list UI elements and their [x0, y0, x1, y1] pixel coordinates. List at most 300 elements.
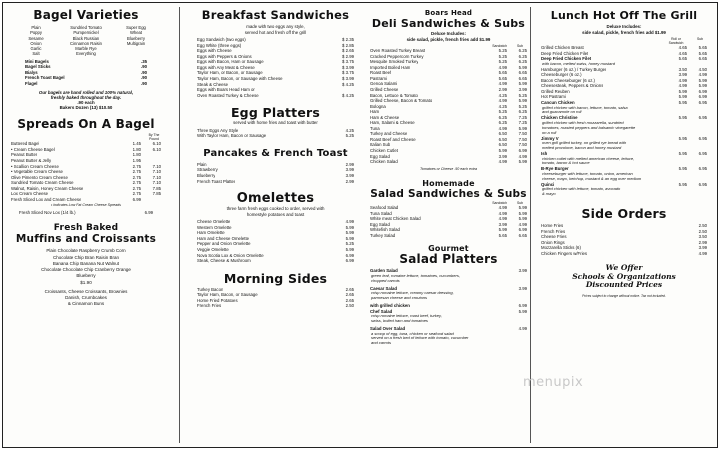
- item-name: Home Fries: [541, 223, 564, 229]
- item-description: parmesan cheese and croutons: [371, 295, 428, 301]
- spreads-note: • Indicates Low Fat Cream Cheese Spreads: [51, 203, 121, 208]
- item-price: 5.95: [678, 151, 687, 156]
- salad-platters-title: Gourmet: [428, 244, 469, 254]
- item-prices: [340, 133, 354, 139]
- item-price: 5.99: [698, 77, 707, 83]
- omelettes-sub: three farm fresh eggs cooked to order, served with: [226, 206, 325, 212]
- offer-text: Schools & Organizations: [572, 271, 676, 281]
- item-description: and carrots: [371, 340, 392, 346]
- item-name: Ham and Cheese Omelette: [197, 235, 250, 241]
- item-price: 7.25: [518, 120, 527, 126]
- item-price: 4.99: [498, 205, 507, 211]
- item-prices: [673, 151, 707, 157]
- muffin-line: Blueberry: [76, 273, 96, 279]
- menu-item: [11, 197, 161, 203]
- item-price: 5.99: [518, 205, 527, 211]
- breakfast-sub: made with two eggs any style,: [246, 24, 305, 29]
- item-name: Hamburger (6 oz.) / Turkey Burger: [541, 66, 607, 72]
- item-name: Pastrami: [370, 75, 387, 81]
- item-name: Imported Boiled Ham: [370, 64, 411, 70]
- item-price: 4.99: [678, 83, 687, 89]
- item-price: 6.95: [698, 181, 707, 187]
- column-divider: [179, 7, 180, 443]
- item-price: .90: [141, 75, 147, 81]
- item-description: grilled chicken with bacon, lettuce, tomato, salsa: [542, 104, 628, 110]
- item-name: Taylor Ham, Bacon, or Sausage with Cheese: [197, 76, 283, 82]
- item-price: 3.99: [518, 285, 527, 291]
- deli-col-sub: Sub: [516, 44, 524, 49]
- bagel-note: .90 each: [77, 99, 95, 105]
- item-price: 2.75: [132, 163, 141, 169]
- item-name: French Toast Platter: [197, 178, 236, 184]
- item-price: 7.50: [518, 131, 527, 137]
- item-name: Ish: [541, 151, 548, 156]
- item-price: 2.99: [498, 87, 507, 93]
- item-price: 4.99: [345, 219, 354, 225]
- item-price: 6.65: [518, 232, 527, 238]
- item-name: Cheesesteak, Peppers & Onions: [541, 83, 604, 89]
- variety: Sesame: [28, 35, 44, 41]
- salad-col-sandwich: Sandwich: [492, 201, 507, 206]
- menu-item: [370, 159, 527, 165]
- item-price: 5.99: [518, 98, 527, 104]
- item-name: Turkey Bacon: [197, 286, 224, 292]
- muffin-line: Chocolate Chip Bran Raisin Bran: [52, 254, 120, 260]
- egg-platters-sub: served with home fries and toast with butter: [233, 120, 318, 126]
- item-price: 3.99: [498, 221, 507, 227]
- item-name: Plain: [197, 161, 207, 167]
- item-price: 6.25: [518, 109, 527, 115]
- variety: Wheat: [129, 30, 143, 36]
- item-price: 4.99: [518, 221, 527, 227]
- item-description: on a roll: [542, 129, 557, 135]
- item-prices: [673, 115, 707, 121]
- item-prices: [493, 159, 527, 165]
- item-price: 6.50: [498, 136, 507, 142]
- item-price: 2.50: [698, 228, 707, 234]
- item-prices: [673, 166, 707, 172]
- deli-col-sandwich: Sandwich: [492, 44, 507, 49]
- item-description: served on a fresh bed of lettuce with tomato, cucumber: [371, 335, 469, 341]
- salad-platters-title: Salad Platters: [399, 252, 498, 267]
- item-price: 4.65: [678, 45, 687, 51]
- item-name: Blueberry: [197, 172, 216, 178]
- muffins-extra: & Cinnamon Buns: [67, 300, 105, 306]
- item-name: Grilled Cheese: [370, 87, 399, 93]
- item-name: Oven Roasted Turkey Breast: [370, 48, 426, 54]
- item-name: Oven Roasted Turkey & Cheese: [197, 92, 259, 98]
- item-price: 5.65: [698, 50, 707, 56]
- item-price: 2.99: [345, 161, 354, 167]
- offer-text: Discounted Prices: [585, 280, 663, 290]
- deli-note: Tomatoes or Cheese .50 each extra: [419, 166, 477, 171]
- item-name: With Taylor Ham, Bacon or Sausage: [197, 133, 267, 139]
- item-price: .90: [141, 69, 147, 75]
- item-name: Grilled Chicken Breast: [541, 45, 584, 51]
- item-name: French Fries: [541, 228, 566, 234]
- item-price: 2.50: [345, 303, 354, 309]
- item-price: 5.95: [678, 135, 687, 141]
- item-name: Three Eggs Any Style: [197, 127, 239, 133]
- item-price: 4.25: [345, 127, 354, 133]
- item-description: oven grill grilled turkey, on grilled rye bread with: [542, 140, 627, 146]
- item-price: 4.99: [698, 250, 707, 256]
- item-price: 6.10: [152, 141, 161, 147]
- item-price: 2.65: [345, 292, 354, 298]
- item-name: Egg Sandwich (two eggs): [197, 37, 246, 43]
- breakfast-title: Breakfast Sandwiches: [201, 8, 350, 22]
- item-name: • Cream Cheese Bagel: [11, 146, 55, 152]
- lunch-sub: Deluxe Includes:: [606, 24, 642, 29]
- item-price: 4.25: [498, 103, 507, 109]
- item-price: 6.50: [498, 142, 507, 148]
- item-prices: [340, 179, 354, 185]
- item-price: [147, 197, 161, 203]
- deli-brand: Boars Head: [424, 9, 473, 17]
- item-name: Cheeseburger (6 oz.): [541, 72, 582, 78]
- column-breakfast: [193, 9, 358, 443]
- item-name: French Fries: [197, 303, 222, 309]
- item-price: 5.99: [518, 125, 527, 131]
- item-name: Tuna Salad: [370, 210, 392, 216]
- item-name: Pepper and Onion Omelette: [197, 241, 251, 247]
- item-name: Chicken Cutlet: [370, 148, 398, 154]
- item-price: 4.99: [518, 325, 527, 331]
- item-name: Chicken Fingers w/Fries: [541, 250, 588, 256]
- item-name: Turkey and Cheese: [370, 131, 408, 137]
- item-price: 5.99: [518, 210, 527, 216]
- column-deli: [366, 9, 531, 443]
- item-price: 5.99: [678, 94, 687, 100]
- item-name: Mini Bagels: [25, 58, 49, 64]
- omelettes-sub: homestyle potatoes and toast: [246, 211, 305, 217]
- item-description: grilled chicken with lettuce, tomato, avocado: [542, 186, 621, 192]
- item-price: 6.95: [698, 135, 707, 141]
- item-price: 4.99: [498, 159, 507, 165]
- spreads-list: [11, 141, 161, 202]
- item-price: 1.45: [132, 141, 141, 147]
- item-price: 3.50: [698, 234, 707, 240]
- item-name: Sundried Tomato Cream Cheese: [11, 180, 74, 186]
- item-name: Eggs with Cheese: [197, 48, 232, 54]
- item-price: 4.99: [698, 72, 707, 78]
- item-name: Nova Scotia Lox & Onion Omelette: [197, 252, 264, 258]
- item-description: melted provolone, bacon and honey mustard: [542, 145, 622, 151]
- item-price: 4.99: [498, 210, 507, 216]
- item-price: 7.50: [518, 136, 527, 142]
- side-orders-list: [539, 223, 709, 256]
- item-price: 6.50: [498, 131, 507, 137]
- item-name: Fresh Sliced Lox and Cream Cheese: [11, 196, 82, 202]
- item-name: Ham, Salami & Cheese: [370, 120, 415, 126]
- muffin-line: Chocolate Chocolate Chip Cranberry Orange: [41, 267, 131, 273]
- variety: Garlic: [30, 46, 42, 52]
- item-price: 4.99: [498, 125, 507, 131]
- item-price: .35: [141, 58, 147, 64]
- item-prices: [340, 258, 354, 264]
- menu-page: [2, 2, 718, 448]
- item-price: $ 3.75: [342, 59, 354, 65]
- spreads-title: Spreads On A Bagel: [17, 117, 155, 132]
- item-name: Mesquite Smoked Turkey: [370, 59, 419, 65]
- bagel-note: Our bagels are hand rolled and 100% natural,: [38, 89, 134, 95]
- item-name: Bialys: [25, 69, 38, 75]
- bagel-extra: [11, 81, 161, 87]
- item-name: Egg Salad: [370, 221, 390, 227]
- item-price: 6.95: [698, 100, 707, 106]
- item-price: 2.75: [132, 185, 141, 191]
- item-price: 5.99: [498, 148, 507, 154]
- item-price: 5.25: [518, 92, 527, 98]
- item-price: 6.95: [698, 166, 707, 172]
- item-prices: [513, 309, 527, 315]
- item-price: $ 2.35: [342, 37, 354, 43]
- bagel-note: freshly baked throughout the day.: [50, 94, 122, 100]
- item-price: 5.65: [698, 45, 707, 51]
- item-price: $ 2.85: [342, 42, 354, 48]
- item-name: Ham Omelette: [197, 230, 225, 236]
- item-name: Chicken Salad: [370, 159, 398, 165]
- item-price: 5.25: [498, 109, 507, 115]
- menu-item: [197, 303, 354, 309]
- item-price: .90: [141, 64, 147, 70]
- lunch-col-roll: Roll or Sandwich: [668, 37, 684, 46]
- item-name: French Toast Bagel: [25, 75, 65, 81]
- item-description: & mayo: [542, 191, 556, 197]
- item-price: $ 2.99: [342, 53, 354, 59]
- item-name: Genoa Salami: [370, 81, 398, 87]
- item-price: 4.99: [498, 81, 507, 87]
- item-name: Eggs with Peppers & Onions: [197, 53, 252, 59]
- item-price: 5.99: [345, 230, 354, 236]
- offer-text: We Offer: [605, 263, 643, 273]
- column-bagels: [11, 9, 161, 443]
- bakers-dozen: Bakers Dozen (13) $10.50: [59, 105, 113, 111]
- variety: Super Egg: [126, 25, 146, 30]
- salad-platters-list: [366, 268, 531, 348]
- item-name: Ham: [370, 109, 380, 115]
- breakfast-sub: served hot and fresh off the grill: [244, 29, 307, 35]
- salad-sandwich-title: Homemade: [422, 179, 475, 189]
- item-description: crisp romaine lettuce, roast beef, turkey,: [371, 313, 442, 319]
- deli-sub: Deluxe Includes:: [431, 31, 466, 36]
- item-description: green leaf, romaine lettuce, tomatoes, cucumbers,: [371, 272, 460, 278]
- item-price: 2.75: [132, 169, 141, 175]
- egg-platters-list: [193, 128, 358, 139]
- variety: Blueberry: [127, 35, 145, 41]
- item-price: 5.95: [678, 100, 687, 106]
- variety: Marble Rye: [75, 46, 97, 52]
- item-price: 5.25: [518, 103, 527, 109]
- item-name: Italian Sub: [370, 142, 391, 148]
- item-price: 4.99: [498, 98, 507, 104]
- item-price: 6.65: [518, 70, 527, 76]
- item-price: 6.25: [518, 59, 527, 65]
- item-price: 2.75: [132, 180, 141, 186]
- item-price: 5.25: [498, 59, 507, 65]
- item-prices: [513, 286, 527, 292]
- item-prices: [340, 93, 354, 99]
- item-price: 6.99: [345, 252, 354, 258]
- item-name: Grilled Cheese, Bacon & Tomato: [370, 98, 433, 104]
- spreads-col-header: By The Pound: [148, 133, 160, 142]
- item-name: Cheese Fries: [541, 234, 567, 240]
- item-name: Egg Salad: [370, 153, 390, 159]
- morning-sides-list: [193, 287, 358, 309]
- variety: Plain: [31, 25, 41, 30]
- item-price: 5.99: [518, 159, 527, 165]
- muffins-title: Fresh Baked: [53, 223, 119, 234]
- item-name: • Scallion Cream Cheese: [11, 163, 59, 169]
- item-price: 6.99: [518, 148, 527, 154]
- salad-sandwich-title: Salad Sandwiches & Subs: [370, 188, 527, 201]
- bagel-varieties-list: [11, 25, 161, 57]
- item-price: 5.25: [498, 48, 507, 54]
- item-name: Onion Rings: [541, 239, 565, 245]
- item-name: Bologna: [370, 103, 386, 109]
- item-name: Roast Beef: [370, 70, 392, 76]
- item-name: Taylor Ham, or Bacon, or Sausage: [197, 70, 263, 76]
- item-price: 6.99: [132, 196, 141, 202]
- item-name: Lox Cream Cheese: [11, 191, 49, 197]
- item-description: chicken cutlet with melted american cheese, lettuce,: [542, 155, 635, 161]
- item-price: 7.10: [152, 180, 161, 186]
- variety: Onion: [30, 40, 42, 46]
- item-description: grilled chicken with fresh mozzarella, sundried: [542, 119, 624, 125]
- item-price: 5.65: [498, 70, 507, 76]
- lunch-title: Lunch Hot Off The Grill: [550, 9, 698, 22]
- deli-list: [366, 48, 531, 164]
- item-price: 7.25: [518, 114, 527, 120]
- item-description: with bacon, melted swiss, honey mustard: [542, 60, 615, 66]
- item-name: Quinci: [541, 181, 555, 187]
- morning-sides-title: Morning Sides: [223, 270, 328, 286]
- item-price: 3.50: [678, 66, 687, 72]
- item-prices: [493, 233, 527, 239]
- item-price: $ 2.65: [342, 48, 354, 54]
- item-name: B-Rye Burger: [541, 166, 569, 172]
- lunch-list: [539, 45, 709, 197]
- item-price: $ 3.99: [342, 76, 354, 82]
- item-description: tomato, bacon & hot sauce: [542, 160, 590, 166]
- variety: Black Russian: [72, 35, 100, 41]
- item-price: 2.75: [132, 191, 141, 197]
- item-price: 3.99: [678, 72, 687, 78]
- egg-platters-title: Egg Platters: [230, 105, 321, 121]
- item-description: cheese, mayo, ketchup, mustard & an egg over medium: [542, 175, 642, 181]
- item-name: Chicken Christine: [541, 115, 578, 121]
- item-prices: [513, 268, 527, 274]
- item-name: Home Fried Potatoes: [197, 297, 238, 303]
- item-price: 5.99: [518, 64, 527, 70]
- item-price: 5.65: [678, 56, 687, 62]
- item-name: Olive Pimento Cream Cheese: [11, 174, 68, 180]
- item-price: 6.95: [698, 151, 707, 156]
- variety: Multigrain: [126, 40, 146, 46]
- item-price: 5.99: [518, 81, 527, 87]
- item-price: 2.50: [698, 223, 707, 229]
- item-name: Chef Salad: [370, 308, 393, 314]
- item-price: 4.99: [678, 77, 687, 83]
- item-name: Mozzarella Sticks (6): [541, 245, 581, 251]
- item-price: $ 3.99: [342, 64, 354, 70]
- item-name: Seafood Salad: [370, 205, 399, 211]
- item-name: Steak, Cheese & Mushroom: [197, 258, 251, 264]
- muffin-line: Plain Chocolate Raspberry Crumb Corn: [46, 248, 126, 254]
- item-price: 6.99: [518, 303, 527, 309]
- item-name: Veggie Omelette: [197, 247, 229, 252]
- item-name: Eggs with Bacon, Ham or Sausage: [197, 59, 264, 65]
- item-price: 3.99: [345, 172, 354, 178]
- lox-row: Fresh Sliced Nov Lox (1/4 lb.) 6.99: [19, 209, 153, 215]
- item-name: Bagel Sticks: [25, 64, 51, 70]
- item-name: Walnut, Raisin, Honey Cream Cheese: [11, 185, 84, 191]
- item-price: 2.75: [132, 174, 141, 180]
- item-prices: [673, 136, 707, 142]
- item-price: 2.99: [345, 178, 354, 184]
- item-name: Bacon Cheeseburger (6 oz.): [541, 77, 595, 83]
- item-price: 7.85: [152, 185, 161, 191]
- item-price: 6.25: [518, 53, 527, 59]
- item-price: 2.65: [345, 297, 354, 303]
- muffins-price: $1.90: [80, 279, 92, 285]
- pancakes-list: [193, 162, 358, 184]
- item-price: 5.99: [498, 227, 507, 233]
- item-price: $ 3.75: [342, 70, 354, 76]
- muffins-extra: Croissants, Cheese Croissants, Brownies: [44, 288, 128, 294]
- item-price: 4.99: [498, 216, 507, 222]
- item-name: Deep Fried Chicken Filet: [541, 50, 589, 56]
- item-price: 5.25: [345, 133, 354, 139]
- item-description: cheeseburger with lettuce, tomato, onion, american: [542, 170, 633, 176]
- item-name: Deep Fried Chicken Filet: [541, 56, 592, 62]
- item-price: 5.65: [498, 75, 507, 81]
- muffin-line: Banana Chip Banana Nut Walnut: [52, 260, 120, 266]
- item-name: Cancun Chicken: [541, 100, 575, 106]
- item-prices: [127, 197, 161, 203]
- item-price: .90: [141, 80, 147, 86]
- muffins-extra: Danish, Crumbcakes: [65, 294, 107, 300]
- variety: Pumpernickel: [73, 30, 99, 36]
- item-price: 6.99: [698, 88, 707, 94]
- item-description: and guacamole on roll: [542, 109, 582, 115]
- item-description: tomatoes, roasted peppers and balsamic vinegarette: [542, 124, 636, 130]
- item-price: 5.99: [345, 224, 354, 230]
- item-price: 7.10: [152, 163, 161, 169]
- item-name: White meat Chicken Salad: [370, 216, 421, 222]
- item-price: 2.65: [345, 286, 354, 292]
- item-prices: [693, 251, 707, 257]
- item-name: Roast Beef and Cheese: [370, 136, 416, 142]
- variety: Sundried Tomato: [70, 25, 102, 30]
- side-orders-title: Side Orders: [581, 206, 667, 222]
- item-name: Taylor Ham, Bacon, or Sausage: [197, 292, 258, 298]
- item-name: Buttered Bagel: [11, 141, 40, 147]
- item-price: 5.99: [345, 247, 354, 252]
- item-name: Turkey Salad: [370, 232, 396, 238]
- item-name: Eggs with Any Meat & Cheese: [197, 64, 255, 70]
- item-price: 3.99: [518, 87, 527, 93]
- muffins-title: Muffins and Croissants: [15, 233, 157, 246]
- item-price: 6.25: [498, 114, 507, 120]
- item-price: 5.25: [345, 241, 354, 247]
- item-price: 1.80: [132, 152, 141, 158]
- item-price: 5.99: [678, 88, 687, 94]
- omelettes-list: [193, 219, 358, 263]
- variety: Salt: [32, 51, 40, 57]
- item-name: Whitefish Salad: [370, 227, 400, 233]
- item-price: 6.95: [698, 115, 707, 121]
